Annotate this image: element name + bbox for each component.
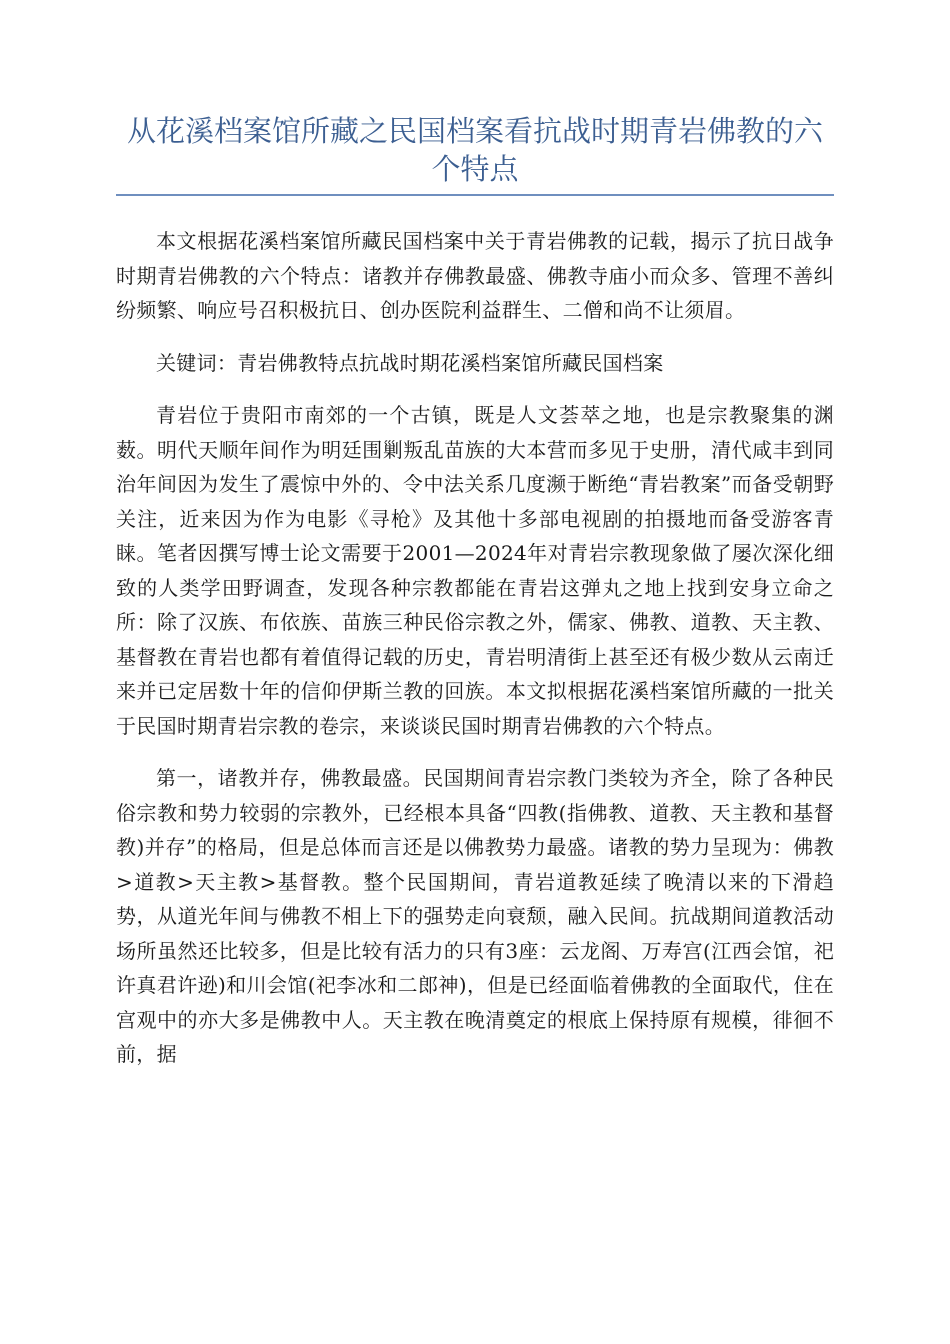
title-divider bbox=[116, 194, 834, 196]
document-page bbox=[116, 112, 834, 1072]
body-paragraph-first-feature: 第一，诸教并存，佛教最盛。民国期间青岩宗教门类较为齐全，除了各种民俗宗教和势力较弱的宗教外，已经根本具备“四教(指佛教、道教、天主教和基督教)并存”的格局，但是总体而言还是以佛教势力最盛。诸教的势力呈现为：佛教>道教>天主教>基督教。整个民国期间，青岩道教延续了晚清以来的下滑趋势，从道光年间与佛教不相上下的强势走向衰颓，融入民间。抗战期间道教活动场所虽然还比较多，但是比较有活力的只有3座：云龙阁、万寿宫(江西会馆，祀许真君许逊)和川会馆(祀李冰和二郎神)，但是已经面临着佛教的全面取代，住在宫观中的亦大多是佛教中人。天主教在晚清奠定的根底上保持原有规模，徘徊不前，据 bbox=[116, 766, 834, 1066]
body-paragraph-intro: 青岩位于贵阳市南郊的一个古镇，既是人文荟萃之地，也是宗教聚集的渊薮。明代天顺年间作为明廷围剿叛乱苗族的大本营而多见于史册，清代咸丰到同治年间因为发生了震惊中外的、令中法关系几度濒于断绝“青岩教案”而备受朝野关注，近来因为作为电影《寻枪》及其他十多部电视剧的拍摄地而备受游客青睐。笔者因撰写博士论文需要于2001—2024年对青岩宗教现象做了屡次深化细致的人类学田野调查，发现各种宗教都能在青岩这弹丸之地上找到安身立命之所：除了汉族、布依族、苗族三种民俗宗教之外，儒家、佛教、道教、天主教、基督教在青岩也都有着值得记载的历史，青岩明清街上甚至还有极少数从云南迁来并已定居数十年的信仰伊斯兰教的回族。本文拟根据花溪档案馆所藏的一批关于民国时期青岩宗教的卷宗，来谈谈民国时期青岩佛教的六个特点。 bbox=[116, 403, 834, 738]
document-title: 从花溪档案馆所藏之民国档案看抗战时期青岩佛教的六个特点 bbox=[126, 114, 823, 186]
abstract-paragraph: 本文根据花溪档案馆所藏民国档案中关于青岩佛教的记载，揭示了抗日战争时期青岩佛教的六个特点：诸教并存佛教最盛、佛教寺庙小而众多、管理不善纠纷频繁、响应号召积极抗日、创办医院利益群生、二僧和尚不让须眉。 bbox=[116, 229, 834, 322]
keywords-line: 关键词：青岩佛教特点抗战时期花溪档案馆所藏民国档案 bbox=[156, 350, 664, 375]
